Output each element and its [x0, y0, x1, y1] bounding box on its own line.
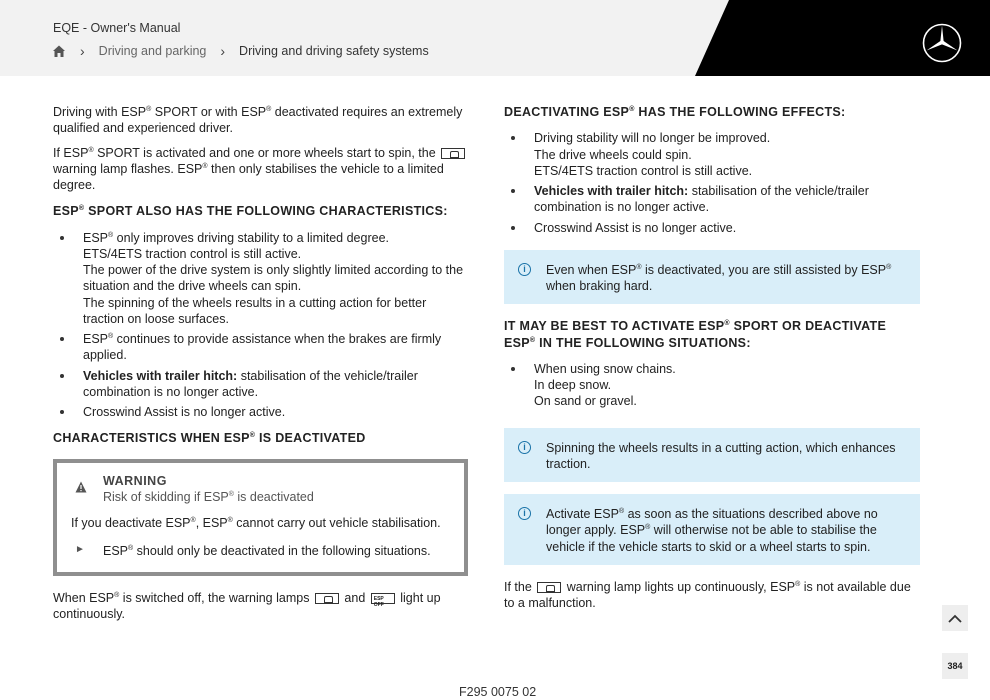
paragraph-intro: Driving with ESP® SPORT or with ESP® deactivated requires an extremely qualified and experienced driver. [53, 105, 463, 136]
esp-off-lamp-icon: ESP OFF [371, 593, 395, 604]
warning-text: If you deactivate ESP®, ESP® cannot carry out vehicle stabilisation. [71, 516, 441, 530]
list-item: When using snow chains. [504, 361, 920, 377]
list-item-continuation: On sand or gravel. [534, 394, 637, 409]
warning-subtitle: Risk of skidding if ESP® is deactivated [103, 489, 314, 504]
manual-title: EQE - Owner's Manual [53, 21, 181, 35]
list-item: Vehicles with trailer hitch: stabilisation of the vehicle/trailer combination is no longer active. [504, 183, 920, 216]
esp-warning-lamp-icon [441, 148, 465, 159]
page-number: 384 [942, 653, 968, 679]
chevron-right-icon: › [80, 43, 85, 59]
list-item: Vehicles with trailer hitch: stabilisation of the vehicle/trailer combination is no longer active. [53, 368, 468, 401]
warning-title: WARNING [103, 473, 167, 488]
heading-best-situations: IT MAY BE BEST TO ACTIVATE ESP® SPORT OR DEACTIVATE ESP® IN THE FOLLOWING SITUATIONS: [504, 319, 887, 350]
list-item-continuation: In deep snow. [534, 378, 612, 392]
breadcrumb-driving-and-parking[interactable]: Driving and parking [98, 43, 207, 58]
warning-triangle-icon [75, 481, 87, 493]
heading-sport-characteristics: ESP® SPORT ALSO HAS THE FOLLOWING CHARACTERISTICS: [53, 204, 448, 219]
triangle-right-icon: ► [75, 544, 85, 556]
paragraph-malfunction: If the warning lamp lights up continuously, ESP® is not available due to a malfunction. [504, 579, 911, 610]
list-item-continuation: ETS/4ETS traction control is still active. [534, 163, 753, 178]
mercedes-star-logo [922, 23, 962, 63]
paragraph-lamps-on: When ESP® is switched off, the warning lamps and ESP OFF light up continuously. [53, 590, 441, 621]
info-icon: i [518, 263, 531, 276]
right-column [504, 104, 920, 619]
figure-code: F295 0075 02 [459, 685, 537, 699]
breadcrumb-driving-safety-systems[interactable]: Driving and driving safety systems [239, 43, 429, 58]
list-item: Crosswind Assist is no longer active. [53, 404, 468, 420]
chevron-up-icon [948, 614, 962, 623]
list-item: ESP® continues to provide assistance when the brakes are firmly applied. [53, 331, 468, 364]
list-item: Crosswind Assist is no longer active. [504, 220, 920, 236]
info-box-activate: i Activate ESP® as soon as the situations described above no longer apply. ESP® will otherwise not be able to stabilise the vehicle if the vehicle starts to skid or a wheel starts to spin. [504, 494, 920, 565]
esp-warning-lamp-icon [537, 582, 561, 593]
breadcrumb [52, 42, 429, 60]
list-item-continuation: ETS/4ETS traction control is still active. [83, 246, 302, 261]
list-item-continuation: The spinning of the wheels results in a cutting action for better traction on loose surfaces. [83, 295, 427, 326]
heading-deactivated-characteristics: CHARACTERISTICS WHEN ESP® IS DEACTIVATED [53, 431, 366, 446]
list-item: Driving stability will no longer be improved. [504, 130, 920, 146]
info-box-spinning: i Spinning the wheels results in a cutting action, which enhances traction. [504, 428, 920, 483]
info-icon: i [518, 507, 531, 520]
esp-warning-lamp-icon [315, 593, 339, 604]
scroll-to-top-button[interactable] [942, 605, 968, 631]
chevron-right-icon: › [220, 43, 226, 59]
list-item-continuation: The power of the drive system is only slightly limited according to the situation and the drive wheels can spin. [83, 263, 464, 294]
paragraph-sport-spin: If ESP® SPORT is activated and one or more wheels start to spin, the warning lamp flashes. ESP® then only stabilises the vehicle to a limited degree. [53, 145, 468, 194]
home-icon[interactable] [52, 44, 66, 58]
situations-list [504, 361, 920, 410]
warning-action: ► ESP® should only be deactivated in the following situations. [75, 544, 431, 559]
info-icon: i [518, 441, 531, 454]
list-item-continuation: The drive wheels could spin. [534, 147, 692, 162]
sport-characteristics-list [53, 230, 468, 421]
heading-deactivating-effects: DEACTIVATING ESP® HAS THE FOLLOWING EFFECTS: [504, 105, 846, 119]
info-box-braking: i Even when ESP® is deactivated, you are still assisted by ESP® when braking hard. [504, 250, 920, 305]
left-column [53, 104, 468, 630]
warning-box [53, 459, 468, 576]
list-item: ESP® only improves driving stability to a limited degree. [53, 230, 468, 246]
deactivating-effects-list [504, 130, 920, 236]
page-header [0, 0, 990, 76]
